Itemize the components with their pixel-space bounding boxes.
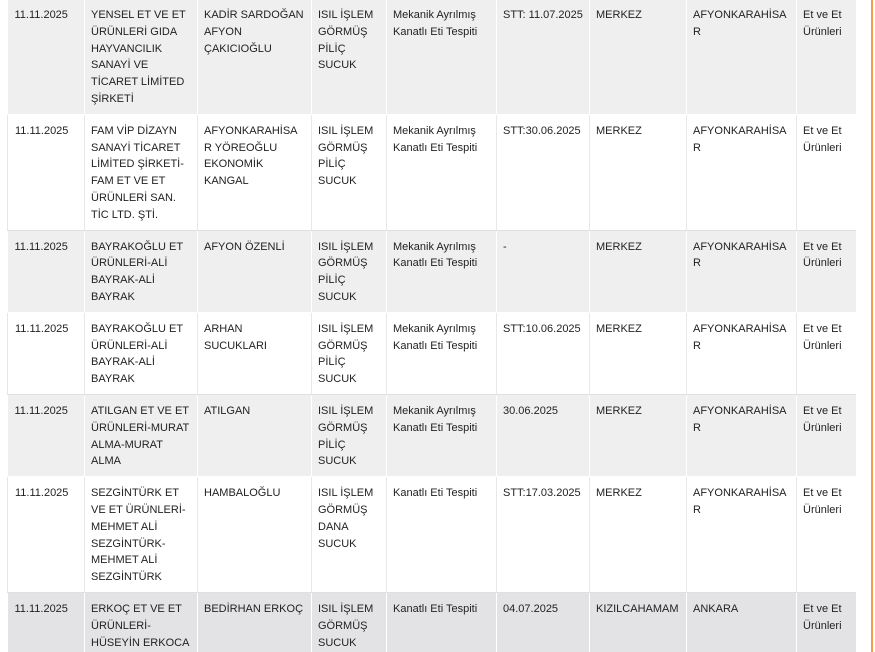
- province-cell: AFYONKARAHİSAR: [687, 114, 797, 230]
- brand-cell: AFYONKARAHİSAR YÖREOĞLU EKONOMİK KANGAL: [198, 114, 312, 230]
- district-cell: MERKEZ: [590, 312, 687, 394]
- product-cell: ISIL İŞLEM GÖRMÜŞ DANA SUCUK: [312, 477, 387, 593]
- product-cell: ISIL İŞLEM GÖRMÜŞ PİLİÇ SUCUK: [312, 114, 387, 230]
- table-row[interactable]: [8, 394, 857, 476]
- batch-cell: STT:17.03.2025: [497, 477, 590, 593]
- violation-cell: Mekanik Ayrılmış Kanatlı Eti Tespiti: [387, 230, 497, 312]
- product-group-cell: Et ve Et Ürünleri: [797, 114, 857, 230]
- province-cell: AFYONKARAHİSAR: [687, 394, 797, 476]
- brand-cell: BEDİRHAN ERKOÇ: [198, 592, 312, 652]
- results-table-body: [8, 0, 857, 652]
- table-row[interactable]: [8, 114, 857, 230]
- violation-cell: Mekanik Ayrılmış Kanatlı Eti Tespiti: [387, 394, 497, 476]
- product-group-cell: Et ve Et Ürünleri: [797, 230, 857, 312]
- product-cell: ISIL İŞLEM GÖRMÜŞ PİLİÇ SUCUK: [312, 394, 387, 476]
- batch-cell: STT:30.06.2025: [497, 114, 590, 230]
- district-cell: KIZILCAHAMAM: [590, 592, 687, 652]
- batch-cell: -: [497, 230, 590, 312]
- product-cell: ISIL İŞLEM GÖRMÜŞ PİLİÇ SUCUK: [312, 230, 387, 312]
- firm-cell: YENSEL ET VE ET ÜRÜNLERİ GIDA HAYVANCILIK SANAYİ VE TİCARET LİMİTED ŞİRKETİ: [85, 0, 198, 114]
- district-cell: MERKEZ: [590, 0, 687, 114]
- batch-cell: STT: 11.07.2025: [497, 0, 590, 114]
- firm-cell: BAYRAKOĞLU ET ÜRÜNLERİ-ALİ BAYRAK-ALİ BAYRAK: [85, 230, 198, 312]
- district-cell: MERKEZ: [590, 477, 687, 593]
- date-cell: 11.11.2025: [8, 114, 85, 230]
- violation-cell: Kanatlı Eti Tespiti: [387, 592, 497, 652]
- date-cell: 11.11.2025: [8, 0, 85, 114]
- table-row[interactable]: [8, 0, 857, 114]
- results-table: [7, 0, 856, 652]
- product-group-cell: Et ve Et Ürünleri: [797, 0, 857, 114]
- product-group-cell: Et ve Et Ürünleri: [797, 592, 857, 652]
- date-cell: 11.11.2025: [8, 394, 85, 476]
- table-row[interactable]: [8, 477, 857, 593]
- district-cell: MERKEZ: [590, 394, 687, 476]
- brand-cell: KADİR SARDOĞAN AFYON ÇAKICIOĞLU: [198, 0, 312, 114]
- date-cell: 11.11.2025: [8, 312, 85, 394]
- table-row[interactable]: [8, 312, 857, 394]
- table-row[interactable]: [8, 230, 857, 312]
- district-cell: MERKEZ: [590, 230, 687, 312]
- product-group-cell: Et ve Et Ürünleri: [797, 312, 857, 394]
- results-table-container[interactable]: [7, 0, 856, 652]
- product-group-cell: Et ve Et Ürünleri: [797, 477, 857, 593]
- violation-cell: Mekanik Ayrılmış Kanatlı Eti Tespiti: [387, 0, 497, 114]
- batch-cell: 04.07.2025: [497, 592, 590, 652]
- accent-border: [871, 0, 873, 652]
- province-cell: AFYONKARAHİSAR: [687, 0, 797, 114]
- province-cell: AFYONKARAHİSAR: [687, 230, 797, 312]
- date-cell: 11.11.2025: [8, 477, 85, 593]
- brand-cell: ARHAN SUCUKLARI: [198, 312, 312, 394]
- product-group-cell: Et ve Et Ürünleri: [797, 394, 857, 476]
- product-cell: ISIL İŞLEM GÖRMÜŞ SUCUK: [312, 592, 387, 652]
- violation-cell: Mekanik Ayrılmış Kanatlı Eti Tespiti: [387, 312, 497, 394]
- date-cell: 11.11.2025: [8, 592, 85, 652]
- province-cell: AFYONKARAHİSAR: [687, 477, 797, 593]
- violation-cell: Kanatlı Eti Tespiti: [387, 477, 497, 593]
- brand-cell: HAMBALOĞLU: [198, 477, 312, 593]
- violation-cell: Mekanik Ayrılmış Kanatlı Eti Tespiti: [387, 114, 497, 230]
- firm-cell: ATILGAN ET VE ET ÜRÜNLERİ-MURAT ALMA-MURAT ALMA: [85, 394, 198, 476]
- province-cell: ANKARA: [687, 592, 797, 652]
- batch-cell: 30.06.2025: [497, 394, 590, 476]
- brand-cell: AFYON ÖZENLİ: [198, 230, 312, 312]
- firm-cell: SEZGİNTÜRK ET VE ET ÜRÜNLERİ-MEHMET ALİ SEZGİNTÜRK-MEHMET ALİ SEZGİNTÜRK: [85, 477, 198, 593]
- date-cell: 11.11.2025: [8, 230, 85, 312]
- product-cell: ISIL İŞLEM GÖRMÜŞ PİLİÇ SUCUK: [312, 0, 387, 114]
- brand-cell: ATILGAN: [198, 394, 312, 476]
- province-cell: AFYONKARAHİSAR: [687, 312, 797, 394]
- product-cell: ISIL İŞLEM GÖRMÜŞ PİLİÇ SUCUK: [312, 312, 387, 394]
- district-cell: MERKEZ: [590, 114, 687, 230]
- table-row[interactable]: [8, 592, 857, 652]
- firm-cell: BAYRAKOĞLU ET ÜRÜNLERİ-ALİ BAYRAK-ALİ BAYRAK: [85, 312, 198, 394]
- firm-cell: ERKOÇ ET VE ET ÜRÜNLERİ-HÜSEYİN ERKOCA: [85, 592, 198, 652]
- firm-cell: FAM VİP DİZAYN SANAYİ TİCARET LİMİTED ŞİRKETİ-FAM ET VE ET ÜRÜNLERİ SAN. TİC LTD. ŞTİ.: [85, 114, 198, 230]
- batch-cell: STT:10.06.2025: [497, 312, 590, 394]
